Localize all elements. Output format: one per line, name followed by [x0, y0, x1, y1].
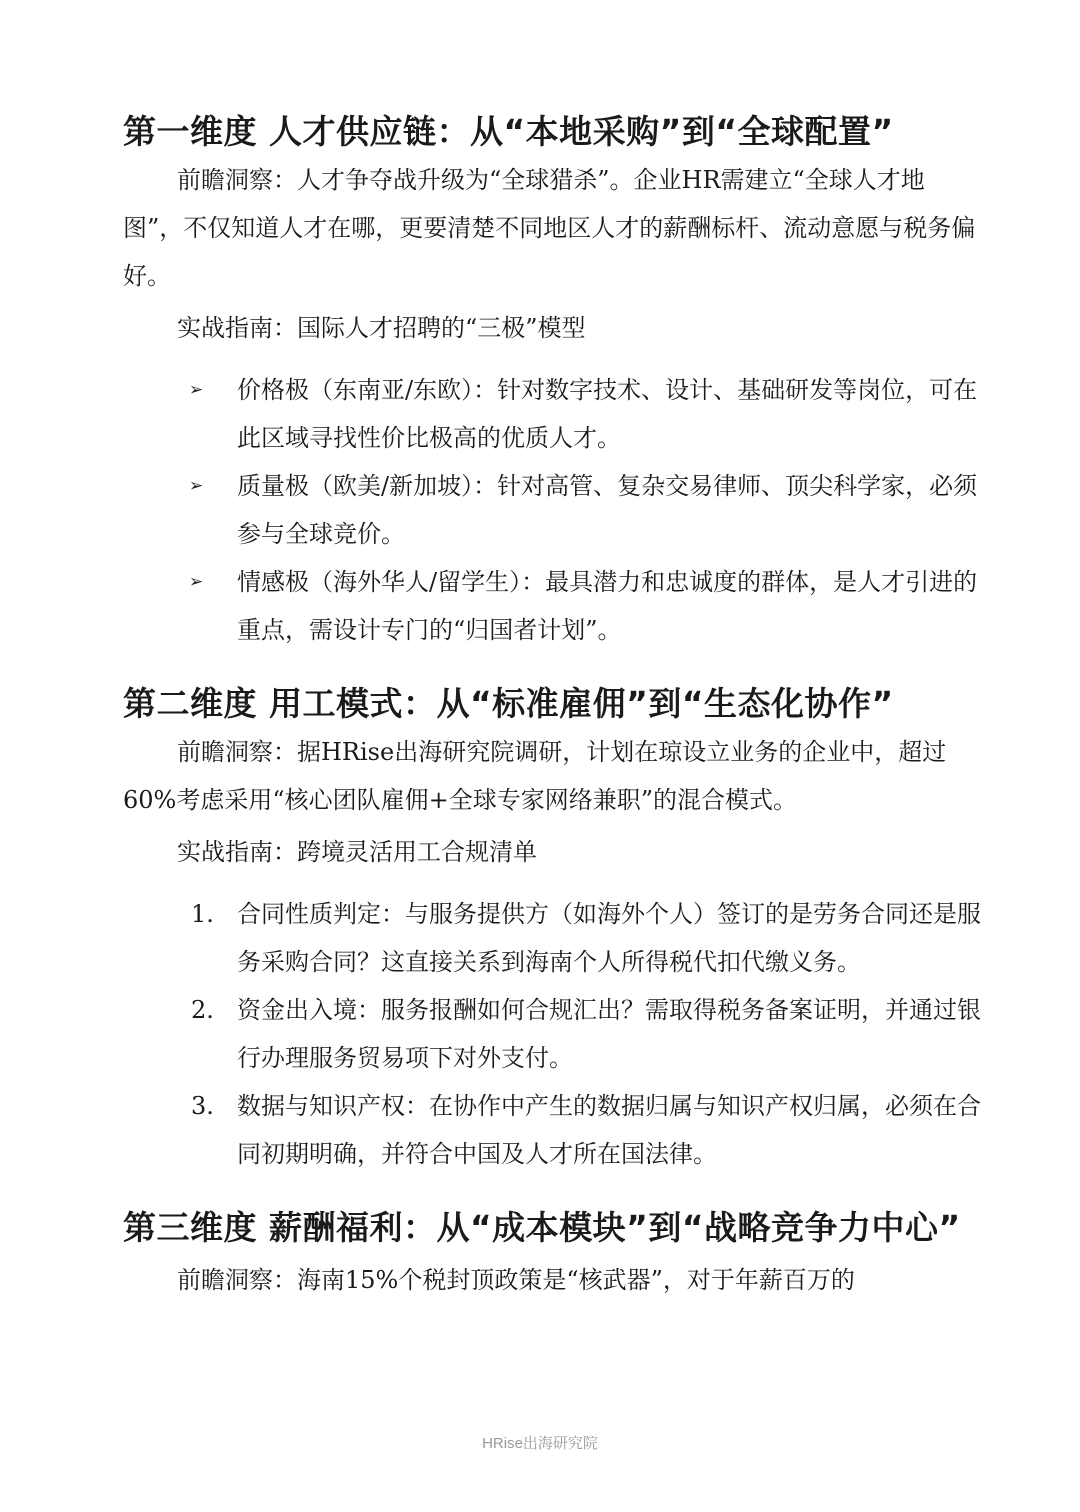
- list-item: [123, 462, 984, 558]
- arrow-bullet-icon: ➢: [189, 380, 204, 400]
- list-item-text: 价格极（东南亚/东欧）：针对数字技术、设计、基础研发等岗位，可在此区域寻找性价比极高的优质人才。: [237, 376, 978, 452]
- section-3-insight: 前瞻洞察：海南15%个税封顶政策是“核武器”，对于年薪百万的: [177, 1266, 855, 1294]
- list-item-text: 数据与知识产权：在协作中产生的数据归属与知识产权归属，必须在合同初期明确，并符合中国及人才所在国法律。: [237, 1092, 981, 1168]
- section-2-insight: 前瞻洞察：据HRise出海研究院调研，计划在琼设立业务的企业中，超过60%考虑采用“核心团队雇佣+全球专家网络兼职”的混合模式。: [123, 738, 947, 814]
- list-item-number: 3.: [191, 1092, 214, 1120]
- list-item-text: 资金出入境：服务报酬如何合规汇出？需取得税务备案证明，并通过银行办理服务贸易项下对外支付。: [237, 996, 981, 1072]
- arrow-bullet-icon: ➢: [189, 572, 204, 592]
- arrow-bullet-icon: ➢: [189, 476, 204, 496]
- page-footer: HRise出海研究院: [482, 1435, 598, 1452]
- list-item: [123, 890, 984, 986]
- section-1-list: [123, 366, 984, 654]
- list-item-number: 1.: [191, 900, 214, 928]
- list-item-number: 2.: [191, 996, 214, 1024]
- list-item-text: 情感极（海外华人/留学生）：最具潜力和忠诚度的群体，是人才引进的重点，需设计专门的“归国者计划”。: [237, 568, 978, 644]
- section-2-list: [123, 890, 984, 1178]
- list-item-text: 合同性质判定：与服务提供方（如海外个人）签订的是劳务合同还是服务采购合同？这直接关系到海南个人所得税代扣代缴义务。: [237, 900, 981, 976]
- section-3-heading: 第三维度 薪酬福利：从“成本模块”到“战略竞争力中心”: [123, 1208, 961, 1247]
- section-1-heading: 第一维度 人才供应链：从“本地采购”到“全球配置”: [123, 112, 894, 151]
- section-1-guide: 实战指南：国际人才招聘的“三极”模型: [177, 314, 586, 342]
- list-item: [123, 366, 984, 462]
- section-2-heading: 第二维度 用工模式：从“标准雇佣”到“生态化协作”: [123, 684, 894, 723]
- list-item-text: 质量极（欧美/新加坡）：针对高管、复杂交易律师、顶尖科学家，必须参与全球竞价。: [237, 472, 978, 548]
- section-1-insight: 前瞻洞察：人才争夺战升级为“全球猎杀”。企业HR需建立“全球人才地图”，不仅知道人才在哪，更要清楚不同地区人才的薪酬标杆、流动意愿与税务偏好。: [123, 166, 976, 290]
- list-item: [123, 986, 984, 1082]
- list-item: [123, 1082, 984, 1178]
- section-2-guide: 实战指南：跨境灵活用工合规清单: [177, 838, 537, 866]
- list-item: [123, 558, 984, 654]
